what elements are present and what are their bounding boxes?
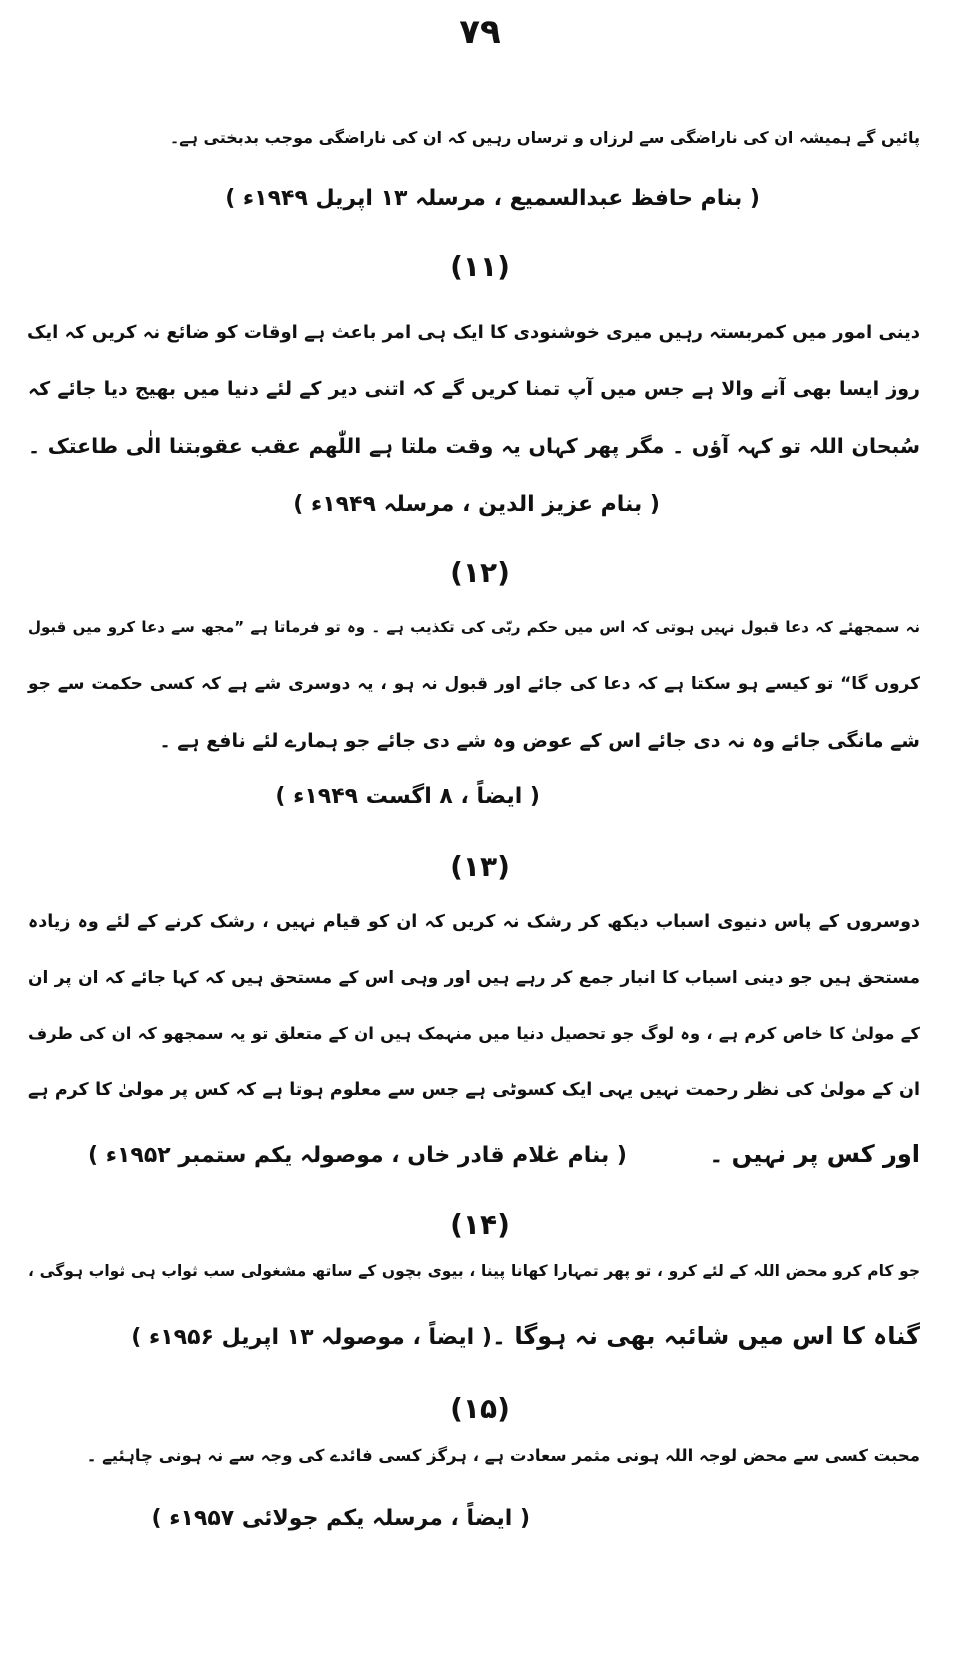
section-11-line-2: روز ایسا بھی آنے والا ہے جس میں آپ تمنا کریں گے کہ اتنی دیر کے لئے دنیا میں بھیج دیا جائے کہ <box>28 378 920 400</box>
section-number-14: (۱۴) <box>450 1208 510 1241</box>
section-12-line-3: شے مانگی جائے وہ نہ دی جائے اس کے عوض وہ شے دی جائے جو ہمارے لئے نافع ہے ۔ <box>159 730 920 752</box>
section-13-last-row <box>28 1140 920 1169</box>
intro-citation: ( بنام حافظ عبدالسمیع ، مرسلہ ۱۳ اپریل ۱۹۴۹ء ) <box>225 186 760 211</box>
section-12-line-2: کروں گا“ تو کیسے ہو سکتا ہے کہ دعا کی جائے اور قبول نہ ہو ، یہ دوسری شے ہے کہ کسی حکمت سے جو <box>28 674 920 694</box>
section-number-11: (۱۱) <box>450 250 510 283</box>
section-14-line-1: جو کام کرو محض اللہ کے لئے کرو ، تو پھر تمہارا کھانا پینا ، بیوی بچوں کے ساتھ مشغولی سب ثواب ہی ثواب ہوگی ، <box>28 1262 920 1280</box>
section-13-line-2: مستحق ہیں جو دینی اسباب کا انبار جمع کر رہے ہیں اور وہی اس کے مستحق ہیں کہ کہا جائے کہ ان پر ان <box>28 968 920 988</box>
section-11-line-3: سُبحان اللہ تو کہہ آؤں ۔ مگر پھر کہاں یہ وقت ملتا ہے اللّٰھم عقب عقوبتنا الٰی طاعتک ۔ <box>28 434 920 458</box>
section-13-citation: ( بنام غلام قادر خاں ، موصولہ یکم ستمبر ۱۹۵۲ء ) <box>88 1143 627 1168</box>
section-number-15: (۱۵) <box>450 1392 510 1425</box>
page-number: ۷۹ <box>459 12 501 52</box>
section-11-line-1: دینی امور میں کمربستہ رہیں میری خوشنودی کا ایک ہی امر باعث ہے اوقات کو ضائع نہ کریں کہ ایک <box>26 322 920 343</box>
section-14-citation: ( ایضاً ، موصولہ ۱۳ اپریل ۱۹۵۶ء ) <box>131 1325 492 1350</box>
section-12-citation: ( ایضاً ، ۸ اگست ۱۹۴۹ء ) <box>275 784 540 809</box>
section-13-line-1: دوسروں کے پاس دنیوی اسباب دیکھ کر رشک نہ کریں کہ ان کو قیام نہیں ، رشک کرنے کے لئے وہ زیادہ <box>28 912 920 932</box>
section-14-last-row <box>28 1322 920 1351</box>
section-15-line-1: محبت کسی سے محض لوجہ اللہ ہونی مثمر سعادت ہے ، ہرگز کسی فائدے کی وجہ سے نہ ہونی چاہئیے ۔ <box>86 1446 920 1465</box>
section-14-last-line: گناہ کا اس میں شائبہ بھی نہ ہوگا ۔ <box>491 1322 920 1350</box>
section-13-line-4: ان کے مولیٰ کی نظر رحمت نہیں یہی ایک کسوٹی ہے جس سے معلوم ہوتا ہے کہ کس پر مولیٰ کا کرم ہے <box>28 1080 920 1100</box>
section-number-12: (۱۲) <box>450 556 510 589</box>
intro-line: پائیں گے ہمیشہ ان کی ناراضگی سے لرزاں و ترساں رہیں کہ ان کی ناراضگی موجب بدبختی ہے۔ <box>169 128 920 147</box>
section-11-citation: ( بنام عزیز الدین ، مرسلہ ۱۹۴۹ء ) <box>293 492 660 517</box>
section-number-13: (۱۳) <box>450 850 510 883</box>
section-12-line-1: نہ سمجھئے کہ دعا قبول نہیں ہوتی کہ اس میں حکم ربّی کی تکذیب ہے ۔ وہ تو فرماتا ہے ”مجھ سے دعا کرو میں قبول <box>28 618 920 636</box>
section-15-citation: ( ایضاً ، مرسلہ یکم جولائی ۱۹۵۷ء ) <box>151 1506 530 1531</box>
section-13-line-3: کے مولیٰ کا خاص کرم ہے ، وہ لوگ جو تحصیل دنیا میں منہمک ہیں ان کے متعلق تو یہ سمجھو کہ ان کی طرف <box>28 1024 920 1043</box>
section-13-last-line: اور کس پر نہیں ۔ <box>709 1140 920 1168</box>
